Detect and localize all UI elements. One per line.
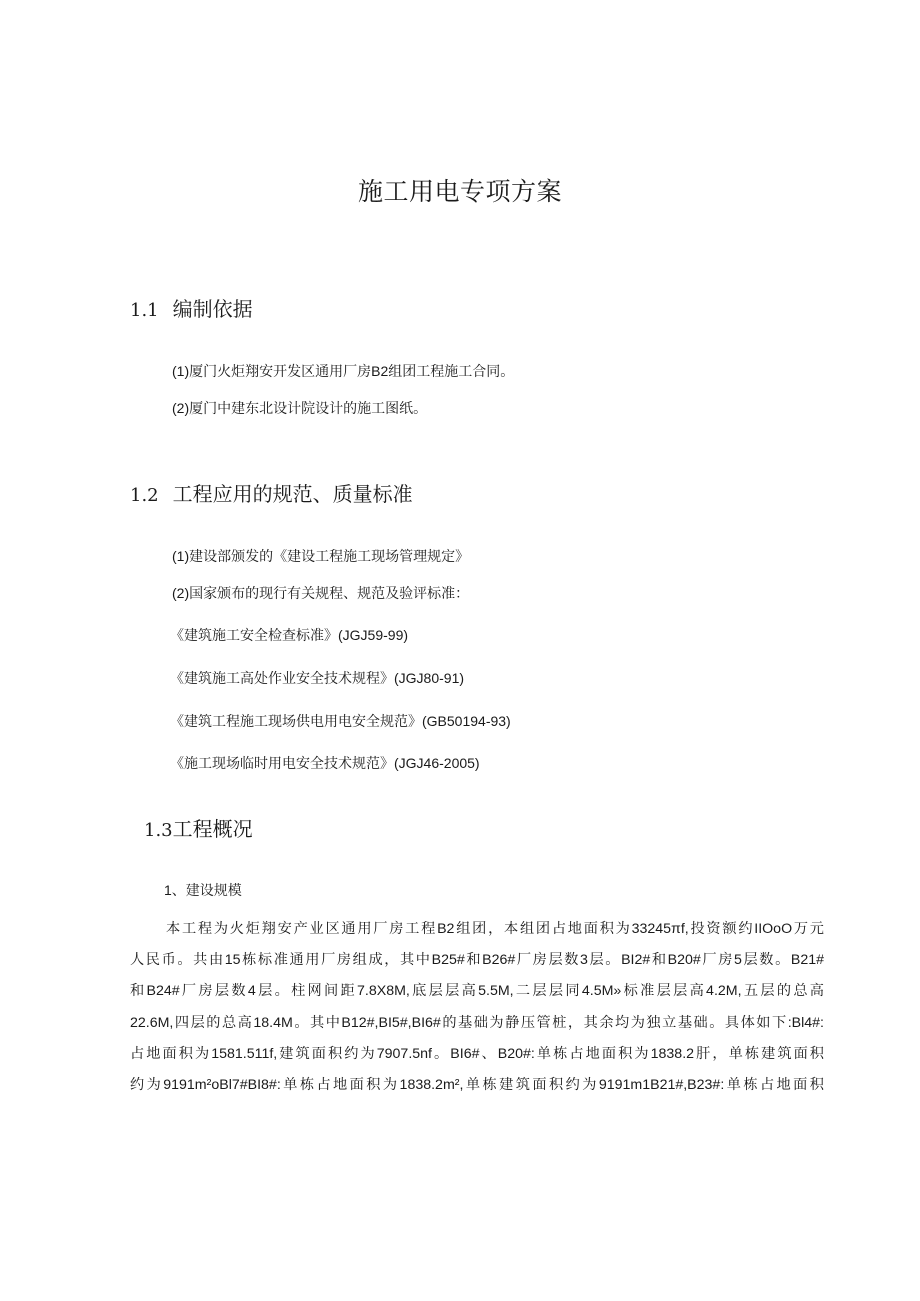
basis-item: (1)厦门火炬翔安开发区通用厂房B2组团工程施工合同。	[172, 363, 515, 379]
section-title: 工程应用的规范、质量标准	[172, 482, 413, 506]
paragraph-line: 人民币。共由15栋标准通用厂房组成，其中B25#和B26#厂房层数3层。BI2#和B20#厂房5层数。B21#	[130, 952, 824, 969]
standard-item: 《建筑施工安全检查标准》(JGJ59-99)	[170, 627, 409, 643]
paragraph-line: 占地面积为1581.511f,建筑面积约为7907.5nf。BI6#、B20#:单栋占地面积为1838.2肝，单栋建筑面积	[130, 1045, 824, 1062]
section-heading-1-3	[144, 813, 253, 842]
section-number: 1.2	[130, 485, 159, 506]
standard-item: 《施工现场临时用电安全技术规范》(JGJ46-2005)	[170, 755, 480, 771]
section-heading-1-1	[130, 293, 253, 322]
paragraph-line: 本工程为火炬翔安产业区通用厂房工程B2组团，本组团占地面积为33245πf,投资额约IIOoO万元	[166, 921, 824, 937]
document-title: 施工用电专项方案	[357, 177, 562, 206]
standard-item: 《建筑工程施工现场供电用电安全规范》(GB50194-93)	[170, 713, 511, 729]
paragraph-line: 22.6M,四层的总高18.4M。其中B12#,BI5#,BI6#的基础为静压管桩，其余均为独立基础。具体如下:Bl4#:	[130, 1014, 824, 1031]
basis-item: (2)厦门中建东北设计院设计的施工图纸。	[172, 400, 428, 416]
paragraph-line: 约为9191m²oBl7#BI8#:单栋占地面积为1838.2m²,单栋建筑面积约为9191m1B21#,B23#:单栋占地面积	[130, 1077, 824, 1094]
section-title: 工程概况	[172, 817, 253, 841]
section-number: 1.1	[130, 300, 159, 321]
project-overview-paragraph	[130, 914, 824, 1101]
standard-item: (1)建设部颁发的《建设工程施工现场管理规定》	[172, 548, 470, 564]
paragraph-line: 和B24#厂房层数4层。柱网间距7.8X8M,底层层高5.5M,二层层同4.5M»标准层层高4.2M,五层的总高	[130, 983, 824, 1000]
standard-item: 《建筑施工高处作业安全技术规程》(JGJ80-91)	[170, 670, 465, 686]
section-heading-1-2	[130, 478, 413, 507]
subsection-heading: 1、建设规模	[164, 882, 242, 898]
section-title: 编制依据	[172, 297, 253, 321]
section-number: 1.3	[144, 820, 173, 841]
standard-item: (2)国家颁布的现行有关规程、规范及验评标准：	[172, 585, 470, 601]
